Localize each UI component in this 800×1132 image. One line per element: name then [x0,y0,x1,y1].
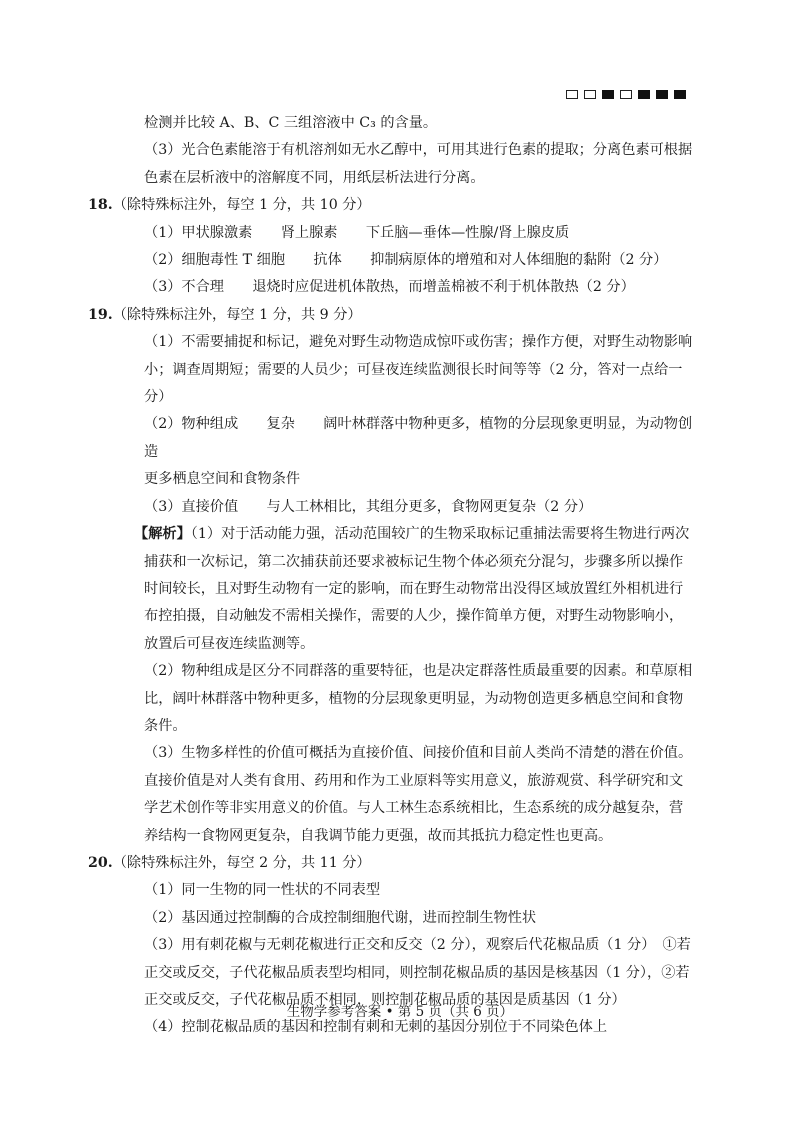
header-mark-filled [602,90,614,99]
header-marks [566,90,686,99]
answer-line: （2）物种组成 复杂 阔叶林群落中物种更多，植物的分层现象更明显，为动物创造 [144,416,693,460]
answer-line: （3）用有刺花椒与无刺花椒进行正交和反交（2 分），观察后代花椒品质（1 分） ①若 [144,937,691,954]
question-scoring-note: （除特殊标注外，每空 1 分，共 10 分） [112,197,371,214]
header-mark-hollow [620,90,632,99]
answer-line: 直接价值是对人类有食用、药用和作为工业原料等实用意义，旅游观赏、科学研究和文 [144,772,684,789]
question-header [88,850,696,877]
question-number: 20. [88,854,113,871]
answer-line: 比，阔叶林群落中物种更多，植物的分层现象更明显，为动物创造更多栖息空间和食物 [144,690,684,707]
answer-line: （3）生物多样性的价值可概括为直接价值、间接价值和目前人类尚不清楚的潜在价值。 [144,745,693,762]
answer-line: 时间较长，且对野生动物有一定的影响，而在野生动物常出没得区域放置红外相机进行 [144,580,684,597]
answer-line: （3）光合色素能溶于有机溶剂如无水乙醇中，可用其进行色素的提取；分离色素可根据 [144,142,693,159]
answer-line: 养结构一食物网更复杂，自我调节能力更强，故而其抵抗力稳定性也更高。 [144,827,613,844]
answer-line: （1）同一生物的同一性状的不同表型 [144,882,381,899]
answer-line: （3）直接价值 与人工林相比，其组分更多，食物网更复杂（2 分） [144,498,593,515]
answer-line: 正交或反交，子代花椒品质不相同，则控制花椒品质的基因是质基因（1 分） [144,992,626,1008]
answer-line: 更多栖息空间和食物条件 [144,471,301,488]
answer-line: 学艺术创作等非实用意义的价值。与人工林生态系统相比，生态系统的成分越复杂，营 [144,800,684,817]
answer-line: 小；调查周期短；需要的人员少；可昼夜连续监测很长时间等等（2 分，答对一点给一分） [144,361,683,406]
answer-line: （2）细胞毒性 T 细胞 抗体 抑制病原体的增殖和对人体细胞的黏附（2 分） [144,252,668,269]
question-scoring-note: （除特殊标注外，每空 2 分，共 11 分） [112,854,371,871]
answer-line: （1）甲状腺激素 肾上腺素 下丘脑—垂体—性腺/肾上腺皮质 [144,224,570,241]
header-mark-hollow [584,90,596,99]
answer-line: （1）不需要捕捉和标记，避免对野生动物造成惊吓或伤害；操作方便，对野生动物影响 [144,334,693,351]
header-mark-filled [674,90,686,99]
answer-line: （4）控制花椒品质的基因和控制有刺和无刺的基因分别位于不同染色体上 [144,1019,608,1036]
answer-line: 正交或反交，子代花椒品质表型均相同，则控制花椒品质的基因是核基因（1 分），②若 [144,964,690,981]
page-footer: 生物学参考答案 • 第 5 页（共 6 页） [286,1004,514,1020]
header-mark-filled [638,90,650,99]
answer-line: （2）物种组成是区分不同群落的重要特征，也是决定群落性质最重要的因素。和草原相 [144,663,693,680]
header-mark-hollow [566,90,578,99]
analysis-label: 【解析】 [134,526,191,543]
question-header [88,192,696,219]
question-scoring-note: （除特殊标注外，每空 1 分，共 9 分） [112,306,362,323]
answer-content [88,110,696,1042]
header-mark-filled [656,90,668,99]
analysis-text: （1）对于活动能力强，活动范围较广的生物采取标记重捕法需要将生物进行两次 [190,526,690,543]
answer-line: 放置后可昼夜连续监测等。 [144,635,315,652]
question-header [88,302,696,329]
answer-line: 条件。 [144,717,187,734]
question-number: 19. [88,306,113,323]
analysis-line [116,521,696,548]
answer-line: 捕获和一次标记，第二次捕获前还要求被标记生物个体必须充分混匀，步骤多所以操作 [144,553,684,570]
answer-line: （3）不合理 退烧时应促进机体散热，而增盖棉被不利于机体散热（2 分） [144,279,635,296]
question-number: 18. [88,197,113,214]
answer-line: 检测并比较 A、B、C 三组溶液中 C₃ 的含量。 [144,115,438,131]
answer-line: 色素在层析液中的溶解度不同，用纸层析法进行分离。 [144,169,485,186]
answer-line: 布控拍摄，自动触发不需相关操作，需要的人少，操作简单方便，对野生动物影响小， [144,608,684,625]
answer-line: （2）基因通过控制酶的合成控制细胞代谢，进而控制生物性状 [144,909,537,926]
